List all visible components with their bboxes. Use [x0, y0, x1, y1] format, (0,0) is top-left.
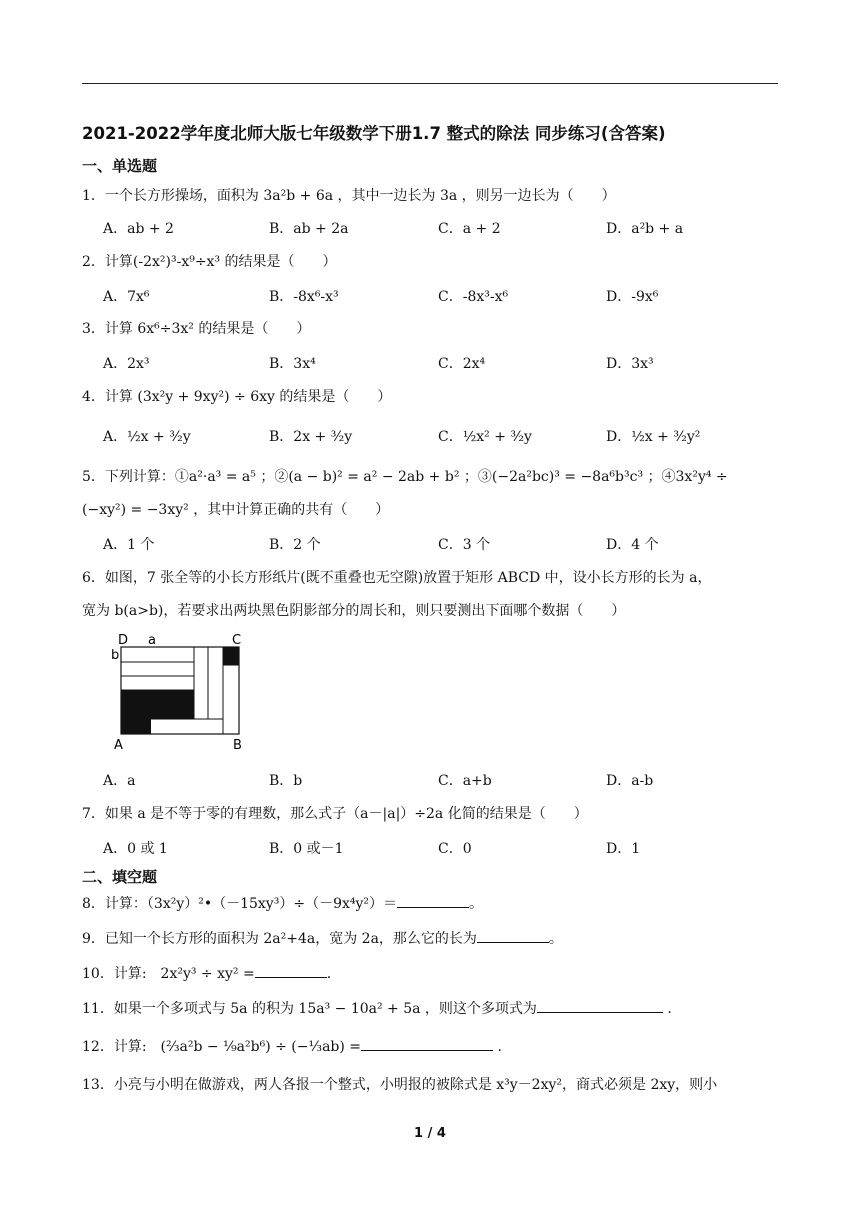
q5-option-c[interactable]: C．3 个: [438, 537, 491, 553]
question-2-options: [103, 286, 783, 308]
q2-option-a[interactable]: A．7x⁶: [103, 289, 150, 305]
answer-blank-10[interactable]: [255, 963, 327, 978]
section-heading-fill-blank: 二、填空题: [82, 868, 158, 886]
question-8: [82, 893, 782, 913]
label-a: a: [148, 633, 156, 648]
question-12-stem: 12．计算: (⅔a²b − ⅑a²b⁶) ÷ (−⅓ab) =: [82, 1039, 362, 1055]
question-4: 4．计算 (3x²y + 9xy²) ÷ 6xy 的结果是（ ）: [82, 389, 392, 405]
question-1: 1．一个长方形操场，面积为 3a²b + 6a ，其中一边长为 3a ，则另一边长为（ ）: [82, 188, 616, 204]
question-11: [82, 998, 782, 1018]
question-13: 13．小亮与小明在做游戏，两人各报一个整式，小明报的被除式是 x³y－2xy²，商式必须是 2xy，则小: [82, 1077, 718, 1093]
q3-option-a[interactable]: A．2x³: [103, 356, 150, 372]
question-9-end: 。: [548, 931, 563, 947]
question-2: 2．计算(-2x²)³-x⁹÷x³ 的结果是（ ）: [82, 254, 337, 270]
question-11-stem: 11．如果一个多项式与 5a 的积为 15a³ − 10a² + 5a ，则这个多项式为: [82, 1001, 537, 1017]
q4-option-b[interactable]: B．2x + ³⁄₂y: [269, 429, 353, 445]
q5-option-a[interactable]: A．1 个: [103, 537, 155, 553]
section-heading-single-choice: 一、单选题: [82, 157, 158, 175]
question-8-stem: 8．计算：（3x²y）²•（－15xy³）÷（－9x⁴y²）＝: [82, 896, 397, 912]
question-11-end: .: [662, 1001, 672, 1017]
q2-option-d[interactable]: D．-9x⁶: [606, 289, 659, 305]
page-number: 1 / 4: [414, 1126, 446, 1141]
question-7-options: [103, 838, 783, 860]
q6-option-a[interactable]: A．a: [103, 773, 136, 789]
q5-option-b[interactable]: B．2 个: [269, 537, 321, 553]
question-5-options: [103, 534, 783, 556]
question-6-line-1: 6．如图，7 张全等的小长方形纸片(既不重叠也无空隙)放置于矩形 ABCD 中，设小长方形的长为 a，: [82, 570, 712, 586]
q6-option-b[interactable]: B．b: [269, 773, 303, 789]
question-10: [82, 963, 782, 983]
q3-option-d[interactable]: D．3x³: [606, 356, 654, 372]
q1-option-c[interactable]: C．a + 2: [438, 221, 501, 237]
q2-option-b[interactable]: B．-8x⁶-x³: [269, 289, 339, 305]
q7-option-a[interactable]: A．0 或 1: [103, 841, 168, 857]
q1-option-d[interactable]: D．a²b + a: [606, 221, 684, 237]
question-10-end: .: [326, 966, 332, 982]
answer-blank-8[interactable]: [397, 893, 469, 908]
q2-option-c[interactable]: C．-8x³-x⁶: [438, 289, 509, 305]
q5-option-d[interactable]: D．4 个: [606, 537, 659, 553]
answer-blank-12[interactable]: [361, 1036, 493, 1051]
answer-blank-9[interactable]: [477, 928, 549, 943]
label-b-width: b: [111, 648, 120, 663]
question-10-stem: 10．计算: 2x²y³ ÷ xy² =: [82, 966, 255, 982]
answer-blank-11[interactable]: [537, 998, 663, 1013]
question-1-options: [103, 218, 783, 240]
header-rule: [82, 83, 778, 84]
question-9: [82, 928, 782, 948]
label-c: C: [232, 633, 242, 648]
q1-option-a[interactable]: A．ab + 2: [103, 221, 174, 237]
q3-option-c[interactable]: C．2x⁴: [438, 356, 486, 372]
question-4-options: [103, 426, 783, 448]
question-5-line-2: (−xy²) = −3xy² ，其中计算正确的共有（ ）: [82, 502, 390, 518]
q6-option-d[interactable]: D．a-b: [606, 773, 654, 789]
question-6-options: [103, 770, 783, 792]
question-12: [82, 1036, 782, 1056]
question-7: 7．如果 a 是不等于零的有理数，那么式子（a－|a|）÷2a 化简的结果是（ ）: [82, 806, 588, 822]
document-title: 2021-2022学年度北师大版七年级数学下册1.7 整式的除法 同步练习(含答案): [82, 124, 666, 143]
label-a-corner: A: [114, 738, 123, 753]
question-3-options: [103, 353, 783, 375]
question-5-line-1: 5．下列计算：①a²·a³ = a⁵ ；②(a − b)² = a² − 2ab + b² ；③(−2a²bc)³ = −8a⁶b³c³ ；④3x²y⁴ ÷: [82, 469, 728, 485]
q7-option-b[interactable]: B．0 或－1: [269, 841, 344, 857]
question-12-end: .: [493, 1039, 502, 1055]
question-6-line-2: 宽为 b(a>b)，若要求出两块黑色阴影部分的周长和，则只要测出下面哪个数据（ ）: [82, 603, 626, 619]
q4-option-a[interactable]: A．½x + ³⁄₂y: [103, 429, 191, 445]
q4-option-c[interactable]: C．½x² + ³⁄₂y: [438, 429, 532, 445]
shaded-region-top-right: [223, 647, 239, 665]
question-8-end: 。: [469, 896, 483, 912]
q1-option-b[interactable]: B．ab + 2a: [269, 221, 349, 237]
q3-option-b[interactable]: B．3x⁴: [269, 356, 316, 372]
question-9-stem: 9．已知一个长方形的面积为 2a²+4a，宽为 2a，那么它的长为: [82, 931, 477, 947]
rectangle-abcd-figure: [110, 632, 250, 754]
q6-option-c[interactable]: C．a+b: [438, 773, 492, 789]
q4-option-d[interactable]: D．½x + ³⁄₂y²: [606, 429, 701, 445]
label-b-corner: B: [233, 738, 242, 753]
q7-option-c[interactable]: C．0: [438, 841, 472, 857]
question-3: 3．计算 6x⁶÷3x² 的结果是（ ）: [82, 321, 311, 337]
label-d: D: [118, 633, 129, 648]
q7-option-d[interactable]: D．1: [606, 841, 641, 857]
